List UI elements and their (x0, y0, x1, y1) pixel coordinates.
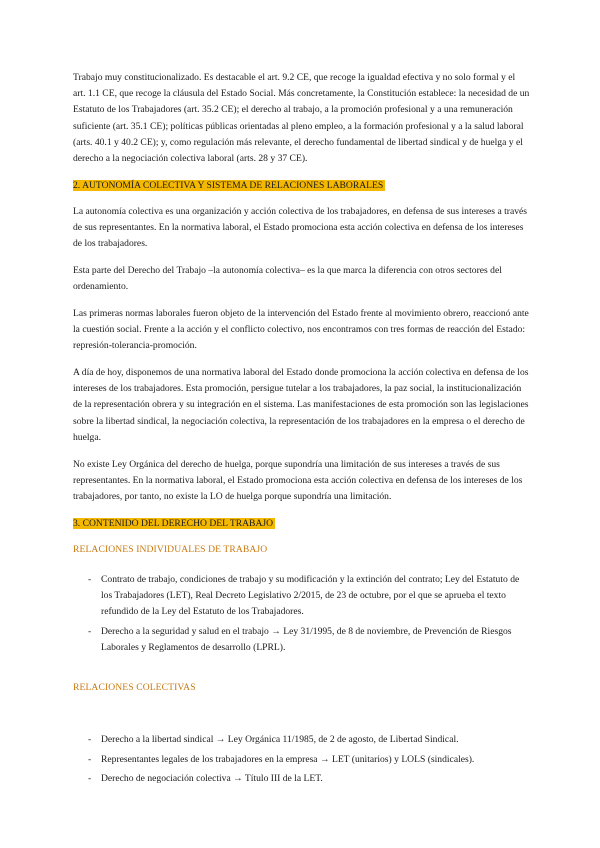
individual-relations-heading: RELACIONES INDIVIDUALES DE TRABAJO (73, 543, 268, 555)
individual-relations-list (73, 572, 530, 656)
section-2-paragraph: Las primeras normas laborales fueron objeto de la intervención del Estado frente al movimiento obrero, reaccionó ante la cuestión social. Frente a la acción y el conflicto colectivo, nos encontramos con tres formas de reacción del Estado: represión-tolerancia-promoción. (73, 307, 529, 352)
section-2-paragraph: La autonomía colectiva es una organización y acción colectiva de los trabajadores, en defensa de sus intereses a través de sus representantes. En la normativa laboral, el Estado promociona esta acción colectiva en defensa de los intereses de los trabajadores. (73, 205, 528, 250)
intro-paragraph: Trabajo muy constitucionalizado. Es destacable el art. 9.2 CE, que recoge la igualdad efectiva y no solo formal y el art. 1.1 CE, que recoge la cláusula del Estado Social. Más concretamente, la Constitución establece: la necesidad de un Estatuto de los Trabajadores (art. 35.2 CE); el derecho al trabajo, a la promoción profesional y a una remuneración suficiente (art. 35.1 CE); políticas públicas orientadas al pleno empleo, a la formación profesional y a la salud laboral (arts. 40.1 y 40.2 CE); y, como regulación más relevante, el derecho fundamental de libertad sindical y de huelga y el derecho a la negociación colectiva laboral (arts. 28 y 37 CE). (73, 72, 530, 165)
list-item: - Derecho a la libertad sindical → Ley Orgánica 11/1985, de 2 de agosto, de Libertad Sindical. (73, 732, 530, 748)
section-2-paragraph: Esta parte del Derecho del Trabajo –la autonomía colectiva– es la que marca la diferencia con otros sectores del ordenamiento. (73, 265, 502, 293)
list-item: - Derecho de negociación colectiva → Título III de la LET. (73, 771, 530, 787)
section-3-heading (73, 516, 530, 532)
section-3-heading-text: 3. CONTENIDO DEL DERECHO DEL TRABAJO (73, 517, 274, 529)
section-2-paragraph: No existe Ley Orgánica del derecho de huelga, porque supondría una limitación de sus intereses a través de sus representantes. En la normativa laboral, el Estado promociona esta acción colectiva en defensa de los intereses de los trabajadores, por tanto, no existe la LO de huelga porque supondría una limitación. (73, 458, 523, 502)
collective-relations-list (73, 732, 530, 787)
list-item: - Representantes legales de los trabajadores en la empresa → LET (unitarios) y LOLS (sindicales). (73, 752, 530, 768)
list-item: - Derecho a la seguridad y salud en el trabajo → Ley 31/1995, de 8 de noviembre, de Prevención de Riesgos Laborales y Reglamentos de desarrollo (LPRL). (73, 624, 530, 656)
collective-relations-heading: RELACIONES COLECTIVAS (73, 682, 196, 694)
document-body (73, 70, 530, 797)
list-item: - Contrato de trabajo, condiciones de trabajo y su modificación y la extinción del contrato; Ley del Estatuto de los Trabajadores (LET), Real Decreto Legislativo 2/2015, de 23 de octubre, por el que se aprueba el texto refundido de la Ley del Estatuto de los Trabajadores. (73, 572, 530, 621)
section-2-heading (73, 178, 530, 194)
section-2-heading-text: 2. AUTONOMÍA COLECTIVA Y SISTEMA DE RELACIONES LABORALES (73, 179, 384, 191)
section-2-paragraph: A día de hoy, disponemos de una normativa laboral del Estado donde promociona la acción colectiva en defensa de los intereses de los trabajadores. Esta promoción, persigue tutelar a los trabajadores, la paz social, la institucionalización de la representación obrera y su integración en el sistema. Las manifestaciones de esta promoción son las legislaciones sobre la libertad sindical, la negociación colectiva, la representación de los trabajadores en la empresa o el derecho de huelga. (73, 367, 529, 443)
